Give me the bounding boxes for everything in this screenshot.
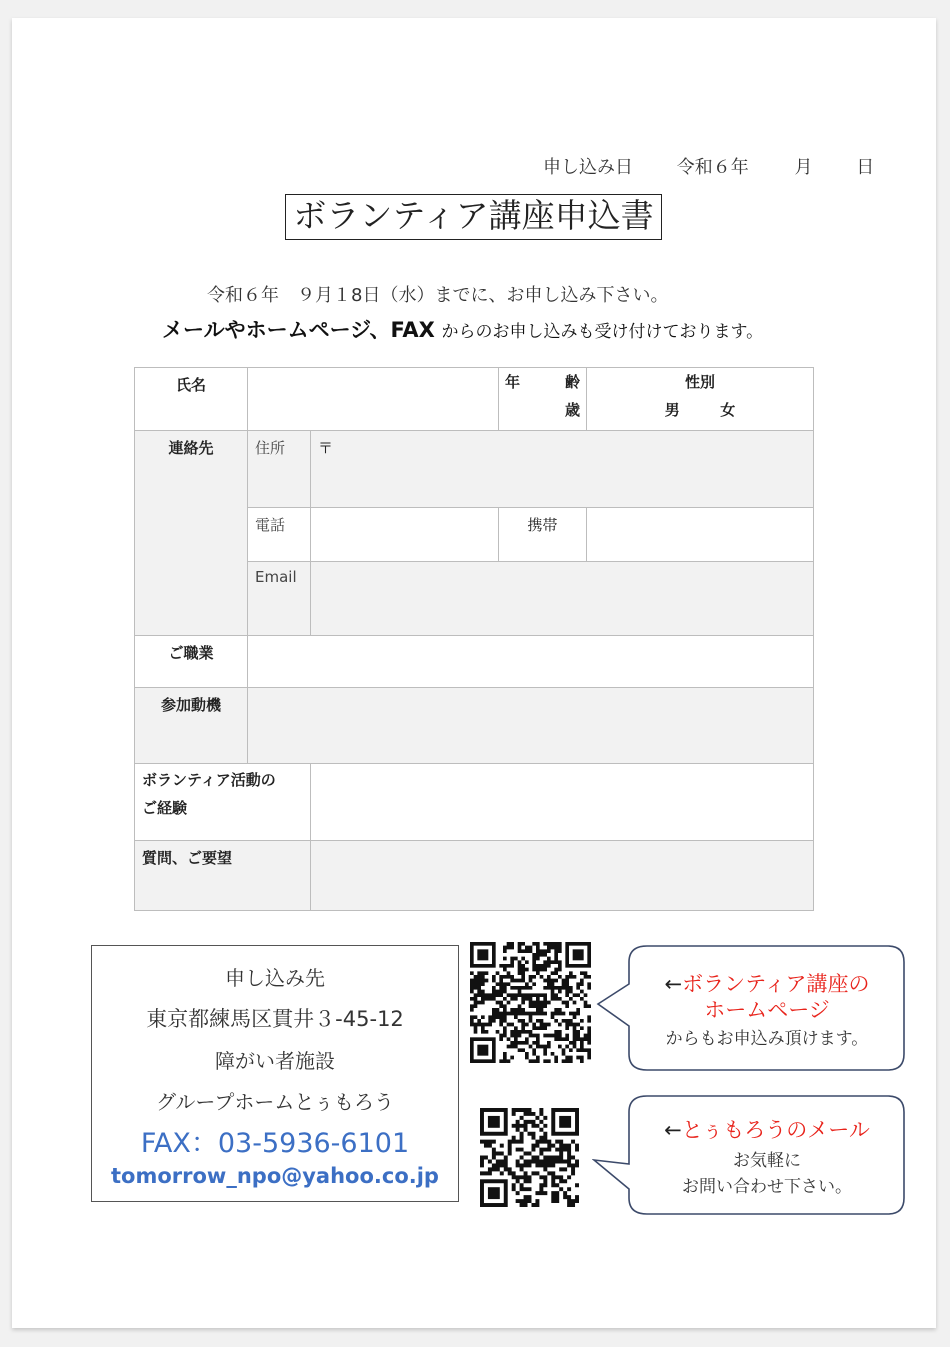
day-label: 日 (856, 157, 875, 178)
contact-fax: FAX：03-5936-6101 (140, 1128, 410, 1159)
sex-label: 性別 (684, 373, 715, 391)
contact-label: 連絡先 (135, 431, 248, 636)
notice-rest: からのお申し込みも受け付けております。 (441, 322, 764, 342)
email-callout (592, 1094, 906, 1216)
homepage-qr-code[interactable] (470, 942, 593, 1063)
contact-org-name: グループホームとぅもろう (156, 1090, 394, 1114)
motive-label: 参加動機 (135, 688, 248, 764)
contact-info-box (91, 945, 459, 1202)
deadline-text: 令和６年 ９月１8日（水）までに、お申し込み下さい。 (207, 285, 669, 306)
contact-address: 東京都練馬区貫井３-45-12 (146, 1007, 404, 1031)
date-label: 申し込み日 (543, 157, 633, 178)
notice-bold: メールやホームページ、FAX (162, 318, 435, 342)
name-label: 氏名 (135, 368, 248, 431)
homepage-callout (592, 944, 906, 1072)
arrow-left-icon: ← (664, 972, 683, 996)
name-field[interactable] (248, 368, 499, 431)
female-option[interactable]: 女 (720, 401, 736, 419)
mobile-field[interactable] (587, 508, 814, 562)
experience-label-2: ご経験 (142, 799, 188, 817)
age-field[interactable] (499, 368, 587, 431)
age-label-1: 年 (505, 373, 521, 391)
phone-field[interactable] (311, 508, 499, 562)
mobile-label: 携帯 (499, 508, 587, 562)
application-date-line (543, 153, 874, 179)
email-callout-line1 (610, 1114, 924, 1144)
email-qr-code[interactable] (480, 1108, 579, 1207)
application-form-table (134, 367, 814, 911)
experience-field[interactable] (311, 764, 814, 841)
contact-facility: 障がい者施設 (215, 1049, 335, 1073)
month-label: 月 (794, 157, 813, 178)
occupation-label: ご職業 (135, 636, 248, 688)
male-option[interactable]: 男 (664, 401, 680, 419)
qr-code-icon (480, 1108, 579, 1207)
email-callout-title: とぅもろうのメール (681, 1118, 870, 1142)
age-label-3: 歳 (564, 401, 580, 419)
questions-label: 質問、ご要望 (135, 841, 311, 911)
email-callout-line3: お問い合わせ下さい。 (682, 1177, 852, 1197)
email-field[interactable] (311, 562, 814, 636)
page-title: ボランティア講座申込書 (285, 194, 662, 240)
email-callout-line2: お気軽に (733, 1151, 801, 1171)
notice-text (162, 314, 763, 344)
homepage-callout-title: ボランティア講座の (682, 972, 870, 996)
experience-label (135, 764, 311, 841)
contact-heading: 申し込み先 (225, 966, 325, 990)
postal-mark: 〒 (318, 439, 334, 457)
homepage-callout-line3: からもお申込み頂けます。 (665, 1029, 869, 1049)
document-page (12, 18, 936, 1328)
address-label: 住所 (248, 431, 311, 508)
era-year: 令和６年 (676, 157, 749, 178)
age-label-2: 齢 (564, 373, 580, 391)
sex-field[interactable] (587, 368, 814, 431)
phone-label: 電話 (248, 508, 311, 562)
occupation-field[interactable] (248, 636, 814, 688)
address-field[interactable] (311, 431, 814, 508)
qr-code-icon (470, 942, 593, 1063)
email-label: Email (248, 562, 311, 636)
questions-field[interactable] (311, 841, 814, 911)
motive-field[interactable] (248, 688, 814, 764)
experience-label-1: ボランティア活動の (142, 771, 276, 789)
homepage-callout-line2: ホームページ (704, 998, 830, 1022)
contact-email[interactable]: tomorrow_npo@yahoo.co.jp (111, 1164, 439, 1188)
arrow-left-icon: ← (664, 1118, 682, 1142)
